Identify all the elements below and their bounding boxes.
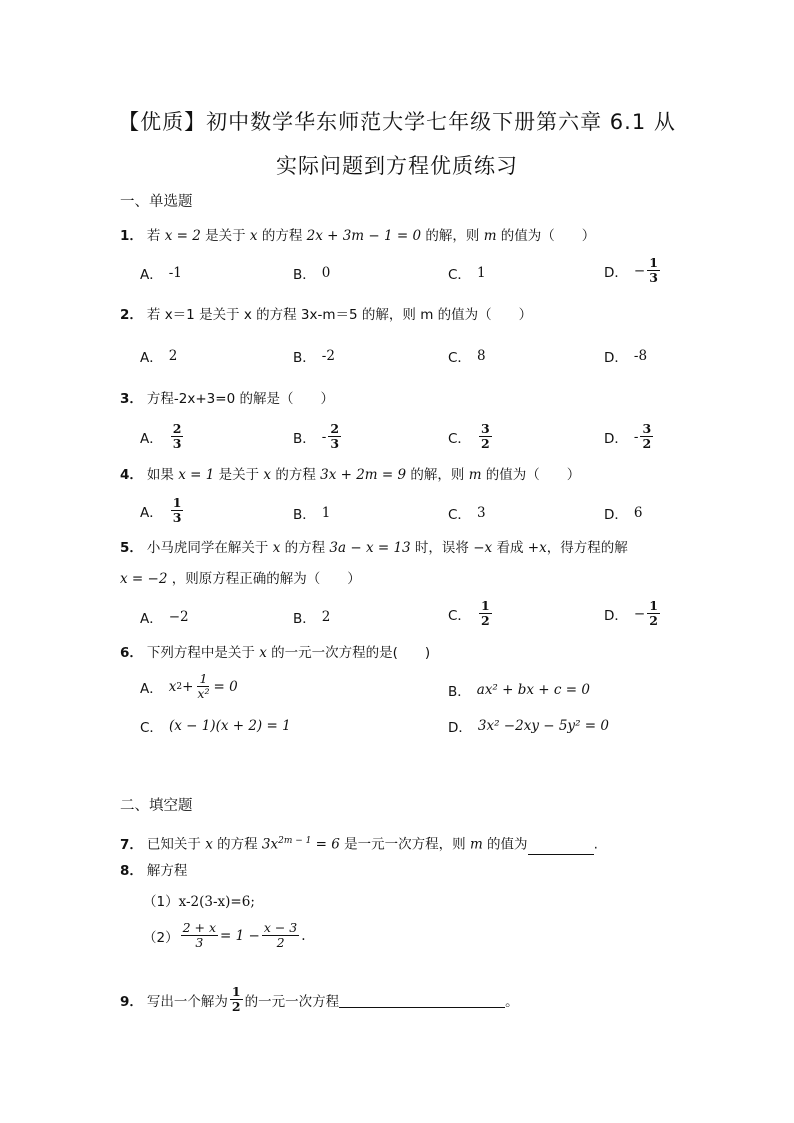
option-value: 0	[321, 265, 331, 281]
fraction-denominator: 2	[649, 613, 658, 628]
fraction	[647, 256, 660, 285]
fraction-numerator: 2	[330, 421, 340, 436]
math-expression: 2x + 3m − 1 = 0	[306, 228, 422, 244]
question-number: 9．	[120, 993, 143, 1010]
title-line-1: 【优质】初中数学华东师范大学七年级下册第六章 6.1 从	[118, 110, 676, 134]
fraction-denominator: 2	[642, 436, 652, 451]
math-expression: x	[205, 836, 213, 853]
question-number: 3．	[120, 391, 143, 407]
question-text: ，则原方程正确的解为（ ）	[167, 571, 361, 587]
math-operator: +	[182, 678, 194, 695]
question-text: 看成	[492, 540, 528, 556]
math-expression: .	[301, 927, 306, 944]
math-expression: ax² + bx + c = 0	[476, 682, 590, 698]
question-5	[120, 538, 628, 558]
question-text: 的解，则	[421, 228, 484, 244]
option-label: B．	[293, 430, 316, 447]
fraction	[195, 672, 211, 701]
option-value: 2	[168, 348, 178, 364]
sub-question-label: （2）	[143, 929, 179, 946]
question-text: 如果	[146, 467, 179, 483]
option-value: -8	[633, 348, 648, 364]
option-label: C．	[140, 720, 163, 736]
option-label: C．	[448, 350, 471, 366]
option-6b[interactable]	[448, 680, 590, 700]
option-label: C．	[448, 507, 471, 523]
option-label: D．	[604, 430, 628, 447]
fraction-numerator: 1	[649, 598, 658, 613]
fraction-denominator: 3	[172, 436, 182, 451]
option-4d[interactable]	[604, 503, 643, 523]
option-label: A．	[140, 504, 163, 521]
question-text: 已知关于	[146, 836, 206, 853]
question-text: 。	[505, 993, 519, 1010]
option-2c[interactable]	[448, 346, 486, 366]
option-5b[interactable]	[293, 607, 330, 627]
option-label: D．	[604, 607, 628, 624]
question-number: 1．	[120, 228, 143, 244]
option-sign: −	[633, 262, 646, 279]
option-label: A．	[140, 680, 163, 697]
option-label: D．	[604, 507, 628, 523]
question-text: 下列方程中是关于	[146, 645, 260, 661]
option-1c[interactable]	[448, 263, 486, 283]
math-expression: = 1 −	[220, 927, 260, 944]
option-label: D．	[448, 720, 472, 736]
fraction-numerator: x − 3	[263, 920, 298, 935]
option-value: -2	[321, 348, 335, 364]
math-expression: x = 2	[164, 228, 201, 244]
option-sign: -	[321, 428, 327, 445]
title-line-2: 实际问题到方程优质练习	[276, 154, 518, 178]
fraction-denominator: 3	[172, 510, 182, 525]
math-expression: = 0	[213, 678, 238, 695]
option-1a[interactable]	[140, 263, 182, 283]
fraction-numerator: 2	[172, 421, 182, 436]
fraction	[640, 422, 653, 451]
option-6c[interactable]	[140, 716, 291, 736]
fraction	[171, 496, 184, 525]
question-text: 的一元一次方程的是( )	[266, 645, 431, 661]
question-text: 方程-2x+3=0 的解是（ ）	[146, 391, 334, 407]
fraction	[230, 985, 243, 1014]
math-expression: x	[168, 678, 177, 695]
option-label: D．	[604, 350, 628, 366]
option-value: 8	[476, 348, 486, 364]
question-text: 时，误将	[410, 540, 474, 556]
fraction	[479, 422, 492, 451]
option-6d[interactable]	[448, 716, 609, 736]
option-3a[interactable]	[140, 422, 185, 451]
option-4b[interactable]	[293, 503, 330, 523]
option-2d[interactable]	[604, 346, 647, 366]
question-number: 2．	[120, 307, 143, 323]
question-text: 小马虎同学在解关于	[146, 540, 273, 556]
option-label: A．	[140, 430, 163, 447]
question-9	[120, 985, 519, 1014]
question-8	[120, 861, 187, 881]
question-7	[120, 831, 598, 855]
question-text: 的方程	[271, 467, 321, 483]
question-text: 是关于	[214, 467, 264, 483]
math-expression: 3x	[261, 836, 279, 853]
question-text: 是关于	[200, 228, 250, 244]
option-label: C．	[448, 430, 471, 447]
question-text: 写出一个解为	[146, 993, 228, 1010]
fraction-numerator: 1	[649, 255, 658, 270]
fraction	[328, 422, 341, 451]
question-2	[120, 305, 532, 325]
question-number: 6．	[120, 645, 143, 661]
question-number: 7．	[120, 836, 143, 853]
question-3	[120, 389, 334, 409]
fraction-numerator: 1	[199, 671, 208, 686]
option-2a[interactable]	[140, 346, 177, 366]
question-text: ，得方程的解	[546, 540, 628, 556]
option-value: 1	[321, 505, 331, 521]
math-expression: x	[272, 540, 281, 556]
fraction-denominator: 2	[480, 436, 490, 451]
math-expression: 3x + 2m = 9	[320, 467, 407, 483]
option-6a[interactable]	[140, 672, 238, 701]
math-expression: m	[468, 467, 482, 483]
option-value: −2	[168, 609, 189, 625]
option-label: A．	[140, 350, 163, 366]
option-5a[interactable]	[140, 607, 189, 627]
math-expression: x = −2	[120, 571, 168, 587]
fraction-denominator: 3	[195, 935, 204, 950]
question-text: .	[593, 836, 598, 853]
question-text: 的值为	[482, 836, 528, 853]
option-3c[interactable]	[448, 422, 494, 451]
question-text: 是一元一次方程，则	[339, 836, 470, 853]
option-1b[interactable]	[293, 263, 330, 283]
fraction	[171, 422, 184, 451]
option-4a[interactable]	[140, 496, 185, 525]
exponent: 2m − 1	[278, 836, 312, 846]
option-sign: -	[633, 428, 639, 445]
question-text: 的方程	[280, 540, 330, 556]
question-number: 5．	[120, 540, 143, 556]
question-8-part-1	[143, 892, 255, 912]
question-text: 的方程	[257, 228, 307, 244]
fraction-numerator: 1	[172, 495, 182, 510]
question-text: 的一元一次方程	[244, 993, 340, 1010]
question-1	[120, 226, 595, 246]
question-text: 若 x＝1 是关于 x 的方程 3x-m＝5 的解，则 m 的值为（ ）	[146, 307, 533, 323]
option-label: C．	[448, 607, 471, 624]
option-value: 3	[476, 505, 486, 521]
option-label: C．	[448, 267, 471, 283]
fraction-numerator: 2 + x	[182, 920, 217, 935]
math-expression: x = 1	[178, 467, 215, 483]
option-value: 2	[321, 609, 331, 625]
option-3d[interactable]	[604, 422, 655, 451]
question-text: 解方程	[146, 863, 188, 879]
sub-question-label: （1）	[143, 894, 179, 910]
question-text: 的方程	[212, 836, 262, 853]
option-label: B．	[293, 267, 316, 283]
math-expression: −x	[473, 540, 493, 556]
math-expression: 3x² −2xy − 5y² = 0	[477, 718, 609, 734]
fraction	[262, 921, 299, 950]
fraction-denominator: 2	[480, 613, 490, 628]
option-label: D．	[604, 264, 628, 281]
question-number: 4．	[120, 467, 143, 483]
option-4c[interactable]	[448, 503, 486, 523]
option-label: B．	[293, 611, 316, 627]
fraction-denominator: x²	[197, 686, 210, 701]
question-8-part-2	[143, 921, 306, 950]
option-5c[interactable]	[448, 599, 494, 628]
option-value: 1	[476, 265, 486, 281]
fraction-denominator: 2	[231, 999, 241, 1014]
section-heading-fill-in: 二、填空题	[120, 798, 193, 814]
math-expression: +x	[527, 540, 547, 556]
question-5-line-2	[120, 569, 361, 589]
fraction	[479, 599, 492, 628]
fraction-denominator: 3	[330, 436, 340, 451]
option-value: 6	[633, 505, 643, 521]
option-sign: −	[633, 605, 646, 622]
option-3b[interactable]	[293, 422, 343, 451]
page-title	[100, 100, 694, 188]
answer-blank[interactable]	[528, 838, 594, 855]
section-heading-single-choice: 一、单选题	[120, 194, 193, 210]
fraction-numerator: 3	[480, 421, 490, 436]
question-4	[120, 465, 580, 485]
math-expression: x	[259, 645, 267, 661]
math-expression: x	[263, 467, 272, 483]
option-label: B．	[293, 507, 316, 523]
math-expression: = 6	[311, 836, 340, 853]
option-label: A．	[140, 267, 163, 283]
option-label: B．	[293, 350, 316, 366]
fraction-denominator: 2	[276, 935, 285, 950]
fraction-numerator: 1	[480, 598, 490, 613]
option-label: B．	[448, 684, 471, 700]
question-6	[120, 643, 430, 663]
option-2b[interactable]	[293, 346, 335, 366]
question-text: 的值为（ ）	[481, 467, 581, 483]
option-value: -1	[168, 265, 182, 281]
option-1d[interactable]	[604, 256, 662, 285]
fraction-numerator: 1	[231, 984, 241, 999]
option-5d[interactable]	[604, 599, 662, 628]
option-label: A．	[140, 611, 163, 627]
question-number: 8．	[120, 863, 143, 879]
math-expression: (x − 1)(x + 2) = 1	[168, 718, 291, 734]
question-text: 若	[146, 228, 165, 244]
math-expression: x	[249, 228, 258, 244]
math-expression: m	[483, 228, 497, 244]
question-text: 的解，则	[406, 467, 469, 483]
question-text: 的值为（ ）	[496, 228, 596, 244]
fraction-numerator: 3	[642, 421, 652, 436]
fraction-denominator: 3	[649, 270, 658, 285]
exponent: 2	[176, 681, 183, 692]
math-expression: m	[469, 836, 483, 853]
math-expression: x-2(3-x)=6;	[178, 894, 255, 910]
answer-blank[interactable]	[339, 991, 505, 1008]
math-expression: 3a − x = 13	[329, 540, 411, 556]
fraction	[181, 921, 218, 950]
fraction	[647, 599, 660, 628]
